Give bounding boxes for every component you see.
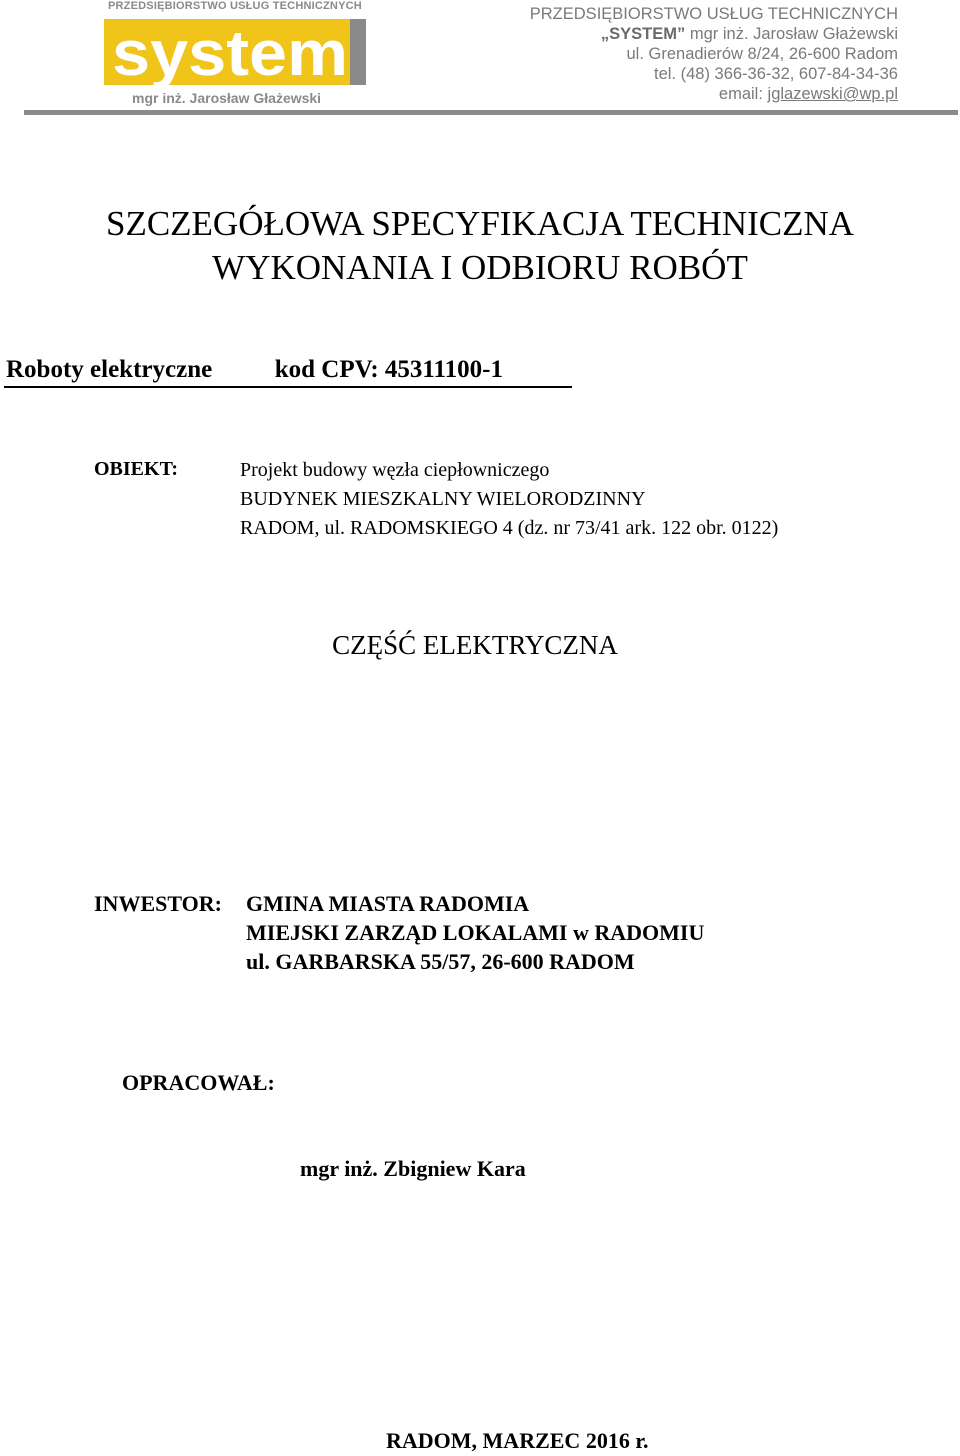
prepared-label: OPRACOWAŁ:	[122, 1070, 275, 1095]
company-line1: PRZEDSIĘBIORSTWO USŁUG TECHNICZNYCH	[529, 5, 898, 23]
logo-wordmark	[104, 17, 366, 87]
scope-name: Roboty elektryczne	[6, 356, 213, 383]
object-line-1: Projekt budowy węzła ciepłowniczego	[240, 459, 550, 481]
document-title-line2: WYKONANIA I ODBIORU ROBÓT	[212, 248, 748, 287]
place-date: RADOM, MARZEC 2016 r.	[386, 1428, 649, 1453]
company-owner: mgr inż. Jarosław Głażewski	[689, 25, 898, 43]
investor-line-2: MIEJSKI ZARZĄD LOKALAMI w RADOMIU	[246, 920, 705, 945]
scope-underline	[4, 386, 572, 388]
company-email-link[interactable]: jglazewski@wp.pl	[767, 85, 898, 103]
company-system-name: „SYSTEM”	[600, 25, 686, 43]
document-title-line1: SZCZEGÓŁOWA SPECYFIKACJA TECHNICZNA	[105, 204, 855, 243]
company-address: ul. Grenadierów 8/24, 26-600 Radom	[626, 45, 898, 63]
company-line2	[468, 24, 898, 44]
scope-line	[6, 356, 503, 384]
logo-wordmark-text: system	[112, 17, 348, 87]
company-email-line	[468, 84, 898, 104]
company-info	[468, 4, 898, 104]
object-line-3: RADOM, ul. RADOMSKIEGO 4 (dz. nr 73/41 ark. 122 obr. 0122)	[240, 517, 779, 539]
logo-top-text: PRZEDSIĘBIORSTWO USŁUG TECHNICZNYCH	[108, 0, 362, 12]
logo-bottom-text: mgr inż. Jarosław Głażewski	[132, 90, 322, 106]
header-divider	[24, 110, 958, 115]
company-logo	[104, 0, 374, 108]
cpv-code: kod CPV: 45311100-1	[274, 356, 503, 383]
investor-details	[246, 889, 704, 976]
investor-label: INWESTOR:	[94, 891, 222, 916]
document-part: CZĘŚĆ ELEKTRYCZNA	[332, 630, 618, 660]
investor-line-3: ul. GARBARSKA 55/57, 26-600 RADOM	[246, 949, 635, 974]
object-description	[240, 456, 778, 543]
company-email-label: email:	[718, 85, 763, 103]
object-label: OBIEKT:	[94, 458, 179, 480]
prepared-author: mgr inż. Zbigniew Kara	[300, 1156, 526, 1181]
investor-line-1: GMINA MIASTA RADOMIA	[246, 891, 530, 916]
object-line-2: BUDYNEK MIESZKALNY WIELORODZINNY	[240, 488, 646, 510]
company-phone: tel. (48) 366-36-32, 607-84-34-36	[654, 65, 898, 83]
